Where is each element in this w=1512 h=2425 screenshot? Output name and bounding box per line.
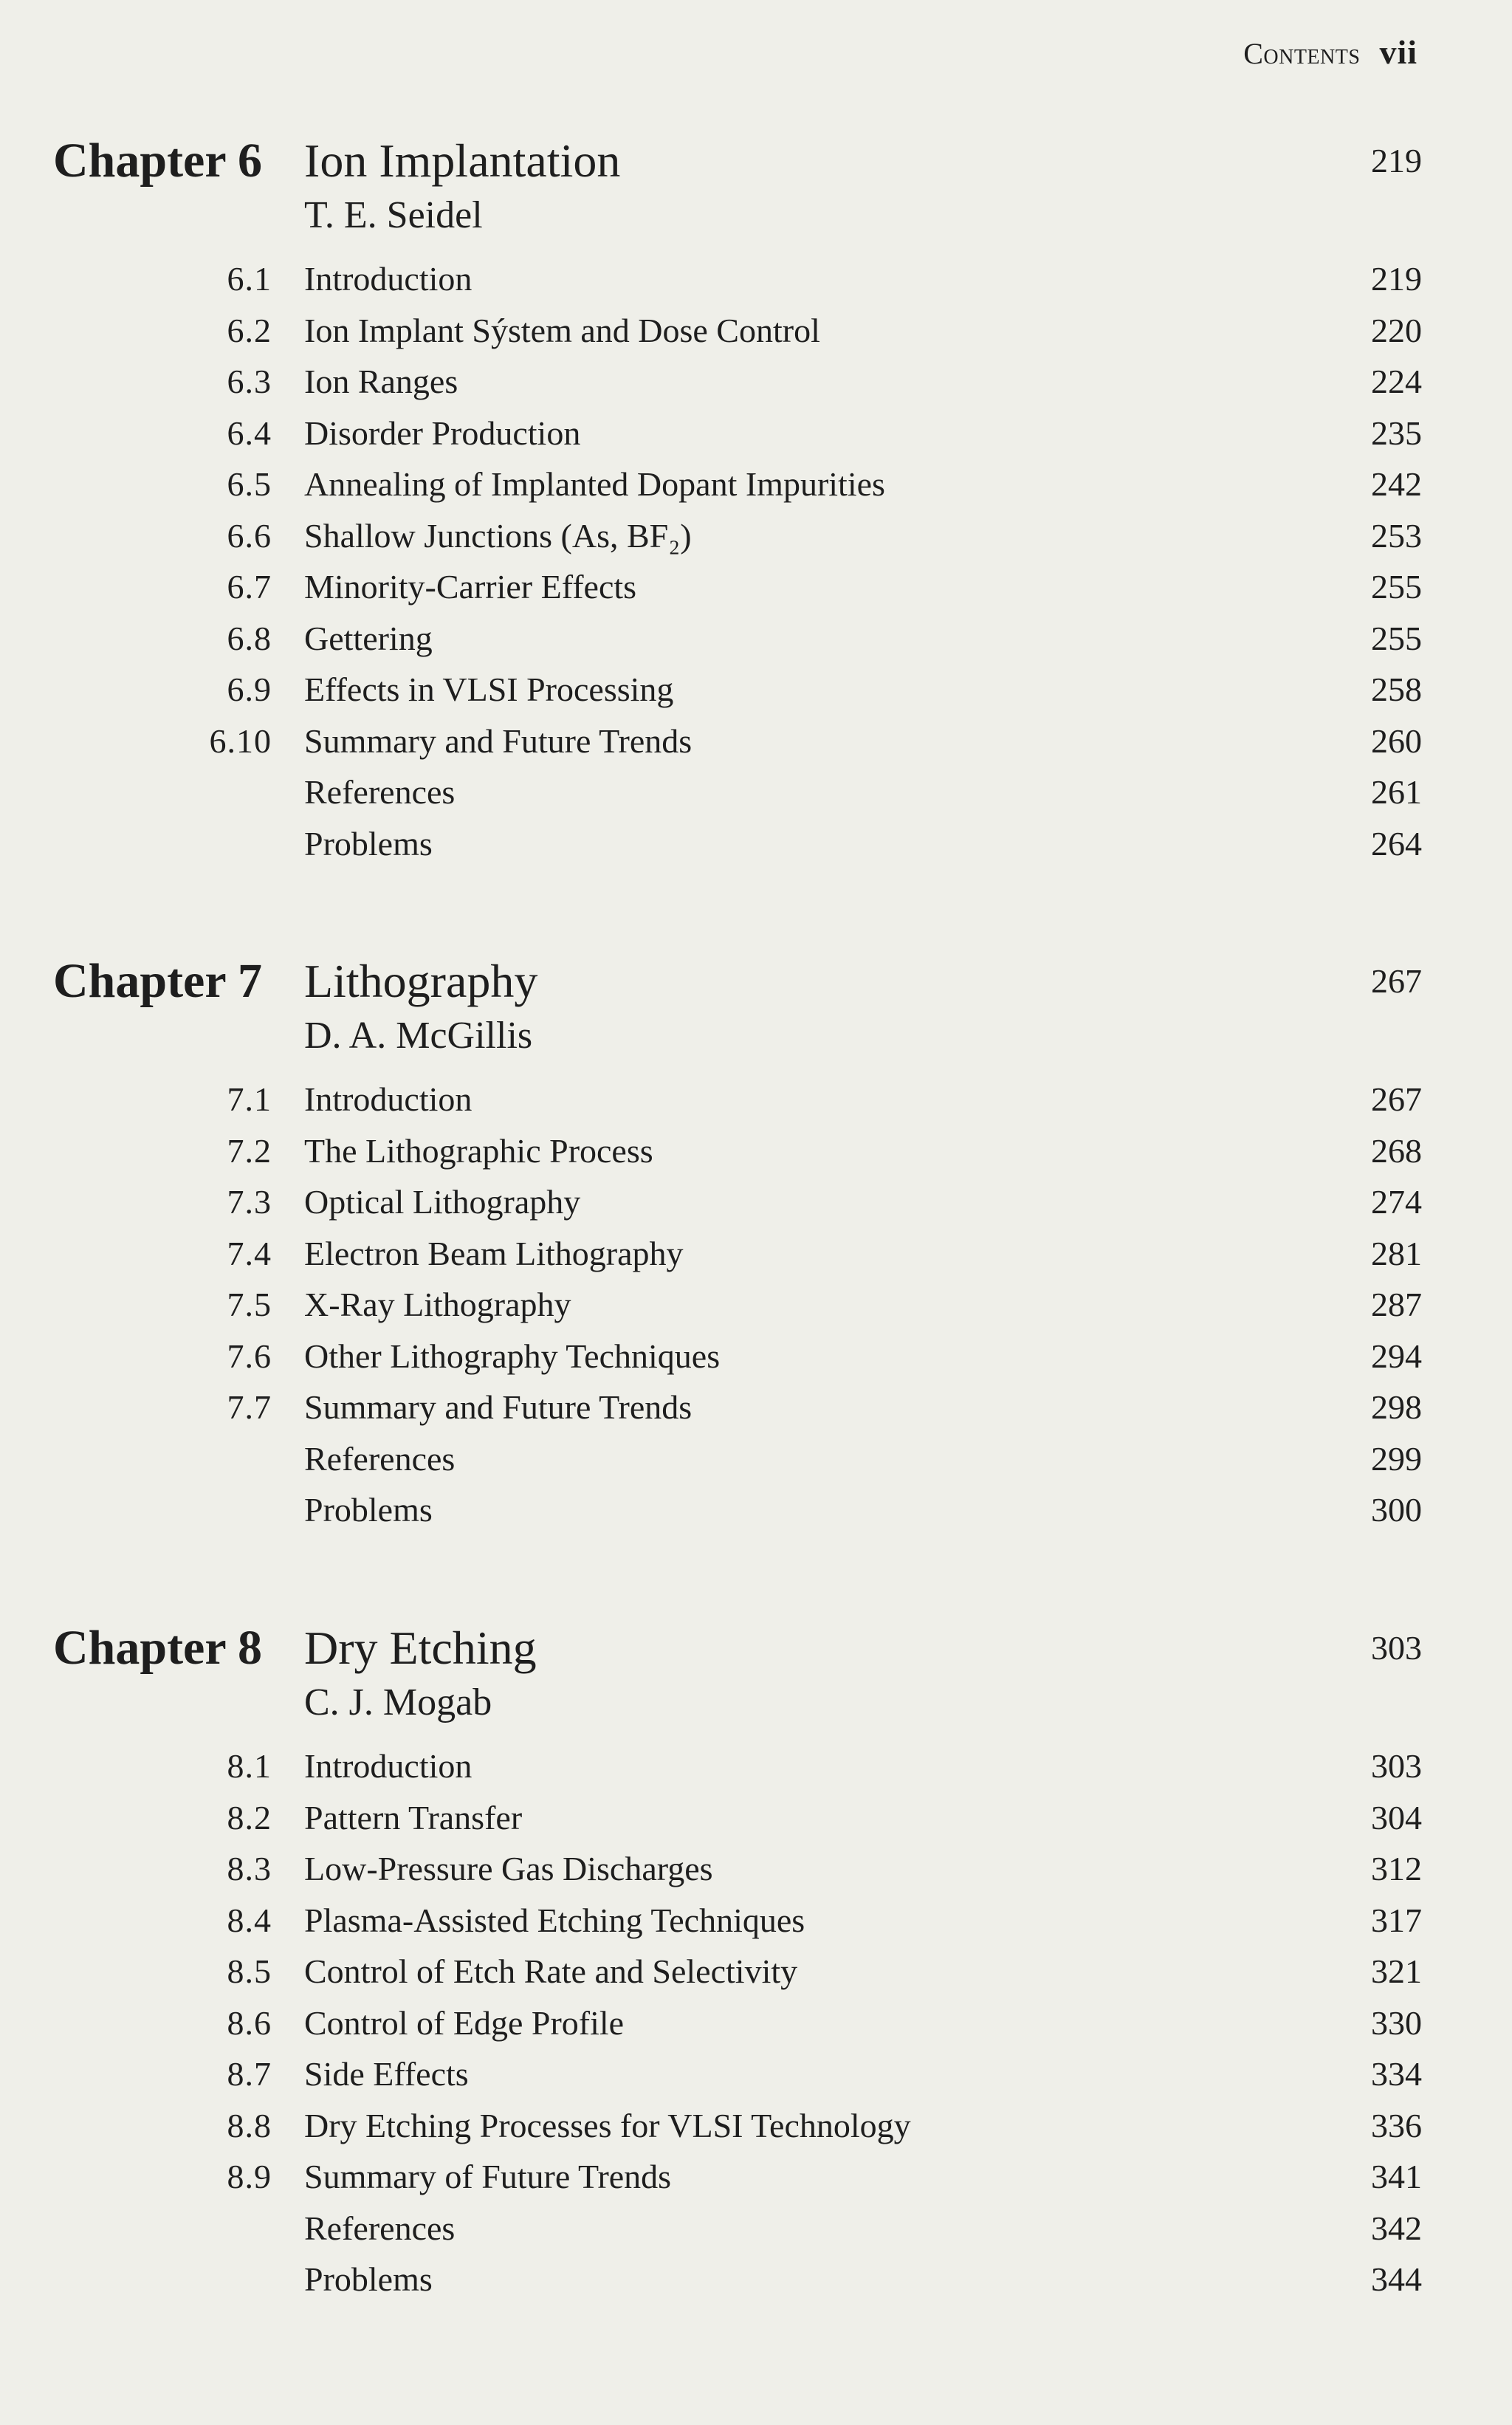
section-number: 6.9	[227, 670, 272, 708]
chapter-page-number: 267	[1371, 962, 1422, 1000]
section-title: Low-Pressure Gas Discharges	[304, 1850, 713, 1887]
section-number: 8.6	[227, 2003, 272, 2042]
section-title: Introduction	[304, 260, 472, 298]
section-page-number: 255	[1371, 568, 1422, 606]
chapter-page-number: 303	[1371, 1629, 1422, 1667]
section-title: References	[304, 1439, 456, 1478]
section-page-number: 274	[1371, 1183, 1422, 1221]
section-number: 6.2	[227, 311, 272, 349]
toc-entry	[0, 2001, 1512, 2053]
chapter-heading	[0, 131, 1512, 191]
chapter-block-7	[0, 952, 1512, 1529]
section-page-number: 255	[1371, 619, 1422, 657]
chapter-author: T. E. Seidel	[304, 194, 483, 236]
section-number: 8.5	[227, 1952, 272, 1990]
section-list	[0, 1077, 1512, 1540]
section-title: Summary and Future Trends	[304, 721, 693, 760]
toc-entry	[0, 822, 1512, 874]
section-page-number: 253	[1371, 516, 1422, 555]
chapter-block-6	[0, 131, 1512, 862]
section-title: Pattern Transfer	[304, 1798, 523, 1836]
section-page-number: 342	[1371, 2209, 1422, 2247]
section-title: References	[304, 773, 456, 811]
section-page-number: 268	[1371, 1131, 1422, 1170]
toc-entry	[0, 1847, 1512, 1899]
chapter-label: Chapter 6	[53, 134, 262, 188]
section-page-number: 299	[1371, 1439, 1422, 1478]
section-page-number: 261	[1371, 773, 1422, 811]
section-title: Disorder Production	[304, 414, 581, 452]
section-title: Annealing of Implanted Dopant Impurities	[304, 465, 885, 503]
section-number: 7.5	[227, 1286, 272, 1323]
section-number: 6.3	[227, 363, 272, 400]
toc-entry	[0, 1385, 1512, 1437]
section-title: Minority-Carrier Effects	[304, 568, 637, 606]
toc-entry	[0, 2155, 1512, 2206]
section-title: Other Lithography Techniques	[304, 1337, 721, 1375]
toc-entry	[0, 1334, 1512, 1386]
section-number: 8.1	[227, 1747, 272, 1785]
section-number: 7.6	[227, 1337, 272, 1375]
section-page-number: 224	[1371, 363, 1422, 400]
section-page-number: 235	[1371, 414, 1422, 452]
section-number: 8.7	[227, 2055, 272, 2093]
section-page-number: 300	[1371, 1491, 1422, 1529]
running-head	[1243, 32, 1418, 72]
section-title: Problems	[304, 1491, 433, 1529]
section-page-number: 344	[1371, 2260, 1422, 2298]
toc-entry	[0, 462, 1512, 514]
section-page-number: 281	[1371, 1234, 1422, 1272]
chapter-title: Dry Etching	[304, 1622, 537, 1674]
toc-entry	[0, 1077, 1512, 1129]
toc-entry	[0, 1180, 1512, 1232]
toc-entry	[0, 2104, 1512, 2155]
toc-entry	[0, 514, 1512, 566]
section-page-number: 219	[1371, 260, 1422, 298]
section-title: Optical Lithography	[304, 1183, 581, 1221]
section-page-number: 321	[1371, 1952, 1422, 1990]
section-page-number: 220	[1371, 311, 1422, 349]
section-title: Plasma-Assisted Etching Techniques	[304, 1901, 805, 1939]
toc-entry	[0, 1232, 1512, 1283]
section-title: X-Ray Lithography	[304, 1286, 571, 1323]
section-page-number: 242	[1371, 465, 1422, 503]
section-page-number: 341	[1371, 2158, 1422, 2195]
section-title: Dry Etching Processes for VLSI Technology	[304, 2106, 911, 2144]
toc-entry	[0, 719, 1512, 771]
section-list	[0, 257, 1512, 873]
section-title: The Lithographic Process	[304, 1131, 653, 1170]
section-title: Control of Edge Profile	[304, 2003, 625, 2042]
section-title: Effects in VLSI Processing	[304, 670, 674, 708]
toc-entry	[0, 1283, 1512, 1334]
toc-entry	[0, 309, 1512, 360]
chapter-block-8	[0, 1619, 1512, 2298]
section-page-number: 303	[1371, 1747, 1422, 1785]
toc-entry	[0, 1949, 1512, 2001]
section-number: 7.4	[227, 1234, 272, 1272]
toc-entry	[0, 1129, 1512, 1181]
section-number: 6.1	[227, 260, 272, 298]
section-page-number: 267	[1371, 1080, 1422, 1118]
chapter-heading	[0, 952, 1512, 1011]
toc-entry	[0, 770, 1512, 822]
section-title: Ion Implant Sýstem and Dose Control	[304, 311, 820, 349]
section-page-number: 304	[1371, 1798, 1422, 1836]
section-number: 7.1	[227, 1080, 272, 1118]
toc-entry	[0, 1437, 1512, 1489]
chapter-title: Ion Implantation	[304, 134, 621, 187]
section-number: 8.3	[227, 1850, 272, 1887]
section-title: Gettering	[304, 619, 433, 657]
section-number: 6.10	[209, 721, 272, 760]
section-page-number: 287	[1371, 1286, 1422, 1323]
toc-entry	[0, 1899, 1512, 1950]
section-title: Control of Etch Rate and Selectivity	[304, 1952, 798, 1990]
section-number: 7.7	[227, 1388, 272, 1426]
section-title: Introduction	[304, 1747, 472, 1785]
chapter-page-number: 219	[1371, 142, 1422, 179]
toc-entry	[0, 617, 1512, 668]
section-title: Introduction	[304, 1080, 472, 1118]
toc-entry	[0, 2257, 1512, 2309]
chapter-author: D. A. McGillis	[304, 1015, 533, 1057]
section-title: Electron Beam Lithography	[304, 1234, 684, 1272]
section-number: 8.4	[227, 1901, 272, 1939]
toc-entry	[0, 360, 1512, 411]
section-page-number: 312	[1371, 1850, 1422, 1887]
toc-entry	[0, 1796, 1512, 1848]
toc-entry	[0, 257, 1512, 309]
section-number: 8.9	[227, 2158, 272, 2195]
toc-entry	[0, 411, 1512, 463]
chapter-author: C. J. Mogab	[304, 1681, 492, 1723]
chapter-heading	[0, 1619, 1512, 1678]
section-title: Problems	[304, 2260, 433, 2298]
section-number: 6.5	[227, 465, 272, 503]
section-number: 8.2	[227, 1798, 272, 1836]
section-title: Summary and Future Trends	[304, 1388, 693, 1426]
section-page-number: 334	[1371, 2055, 1422, 2093]
section-title: Ion Ranges	[304, 363, 458, 400]
section-page-number: 264	[1371, 824, 1422, 862]
section-list	[0, 1744, 1512, 2309]
toc-entry	[0, 565, 1512, 617]
toc-entry	[0, 668, 1512, 719]
section-page-number: 330	[1371, 2003, 1422, 2042]
section-number: 7.2	[227, 1131, 272, 1170]
section-number: 6.7	[227, 568, 272, 606]
running-head-label: Contents	[1243, 37, 1361, 70]
section-title: References	[304, 2209, 456, 2247]
chapter-title: Lithography	[304, 955, 538, 1007]
toc-entry	[0, 2206, 1512, 2258]
section-page-number: 260	[1371, 721, 1422, 760]
section-page-number: 317	[1371, 1901, 1422, 1939]
section-title: Problems	[304, 824, 433, 862]
section-number: 6.6	[227, 516, 272, 555]
section-page-number: 258	[1371, 670, 1422, 708]
section-number: 6.4	[227, 414, 272, 452]
section-title: Side Effects	[304, 2055, 469, 2093]
section-page-number: 298	[1371, 1388, 1422, 1426]
toc-entry	[0, 1744, 1512, 1796]
section-page-number: 294	[1371, 1337, 1422, 1375]
running-head-page-number: vii	[1379, 33, 1418, 71]
section-number: 8.8	[227, 2106, 272, 2144]
section-title: Summary of Future Trends	[304, 2158, 672, 2195]
section-page-number: 336	[1371, 2106, 1422, 2144]
chapter-label: Chapter 8	[53, 1621, 262, 1675]
toc-entry	[0, 1488, 1512, 1540]
section-title: Shallow Junctions (As, BF₂)	[304, 516, 692, 555]
section-number: 6.8	[227, 619, 272, 657]
section-number: 7.3	[227, 1183, 272, 1221]
chapter-label: Chapter 7	[53, 954, 262, 1008]
toc-entry	[0, 2052, 1512, 2104]
